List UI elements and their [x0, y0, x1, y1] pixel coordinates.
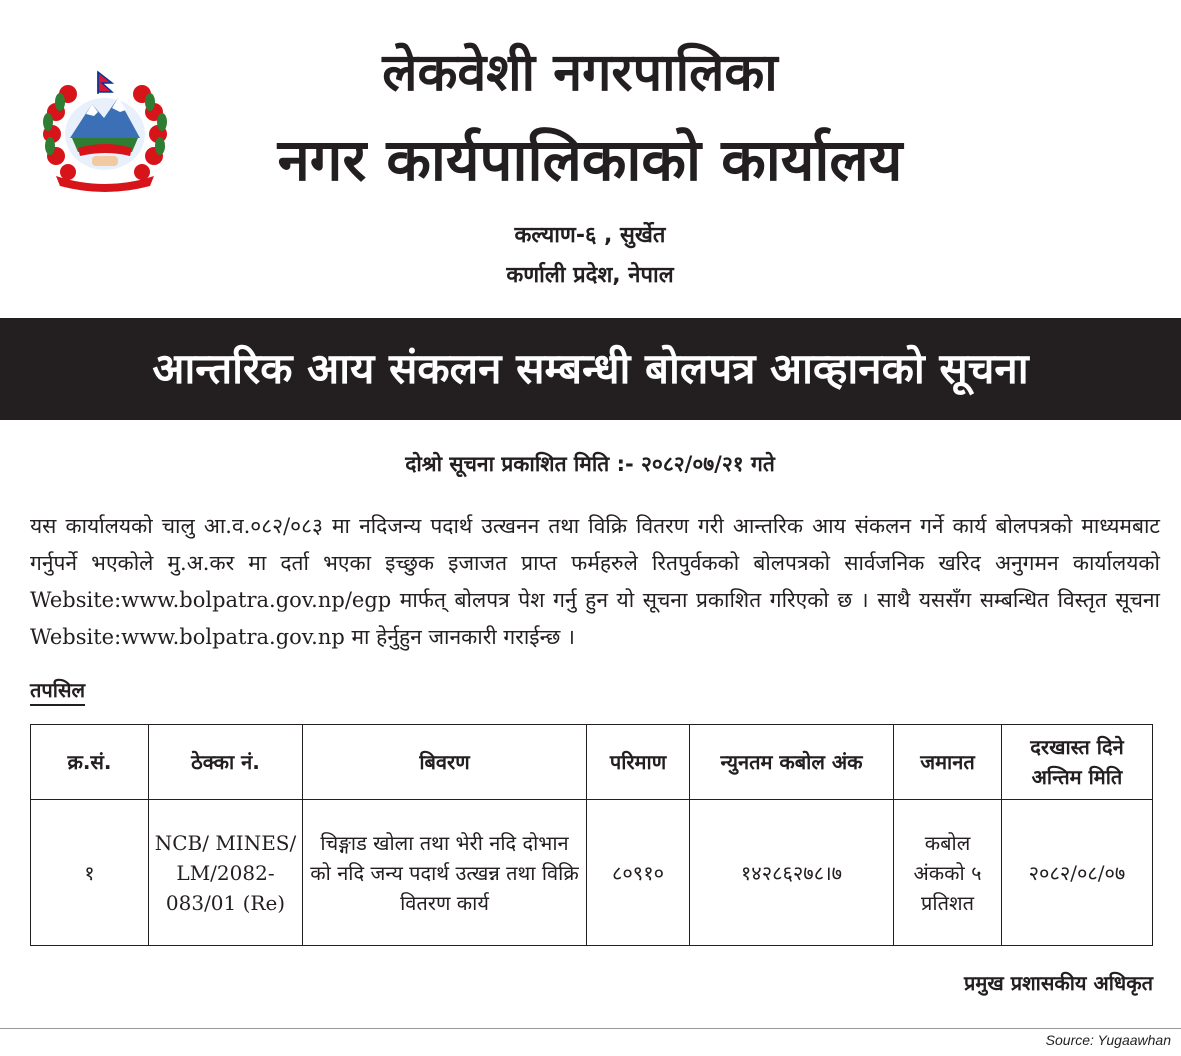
col-header-quantity: परिमाण	[587, 725, 690, 800]
cell-sn: १	[31, 800, 149, 946]
cell-quantity: ८०९१०	[587, 800, 690, 946]
address-line-1: कल्याण-६ , सुर्खेत	[514, 223, 666, 248]
col-header-min-bid: न्युनतम कबोल अंक	[690, 725, 894, 800]
municipality-name: लेकवेशी नगरपालिका	[382, 43, 778, 103]
col-header-sn: क्र.सं.	[31, 725, 149, 800]
footer-divider	[0, 1028, 1181, 1029]
address-line-2: कर्णाली प्रदेश, नेपाल	[506, 263, 674, 288]
col-header-contract-no: ठेक्का नं.	[149, 725, 303, 800]
office-name: नगर कार्यपालिकाको कार्यालय	[277, 126, 903, 194]
tender-table	[30, 724, 1153, 946]
signatory-title: प्रमुख प्रशासकीय अधिकृत	[964, 971, 1153, 995]
col-header-description: बिवरण	[303, 725, 587, 800]
publication-date: दोश्रो सूचना प्रकाशित मिति :- २०८२/०७/२१ गते	[405, 452, 775, 476]
cell-min-bid: १४२८६२७८।७	[690, 800, 894, 946]
source-credit: Source: Yugaawhan	[1045, 1032, 1171, 1048]
table-header-row	[31, 725, 1153, 800]
details-heading: तपसिल	[30, 676, 85, 706]
cell-deadline: २०८२/०८/०७	[1002, 800, 1153, 946]
notice-body: यस कार्यालयको चालु आ.व.०८२/०८३ मा नदिजन्य पदार्थ उत्खनन तथा विक्रि वितरण गरी आन्तरिक आय संकलन गर्ने कार्य बोलपत्रको माध्यमबाट गर्नुपर्ने भएकोले मु.अ.कर मा दर्ता भएका इच्छुक इजाजत प्राप्त फर्महरुले रितपुर्वकको बोलपत्रको सार्वजनिक खरिद अनुगमन कार्यालयको Website:www.bolpatra.gov.np/egp मार्फत् बोलपत्र पेश गर्नु हुन यो सूचना प्रकाशित गरिएको छ । साथै यससँग सम्बन्धित विस्तृत सूचना Website:www.bolpatra.gov.np मा हेर्नुहुन जानकारी गराईन्छ ।	[30, 514, 1160, 649]
notice-title-banner: आन्तरिक आय संकलन सम्बन्धी बोलपत्र आव्हानको सूचना	[0, 318, 1181, 420]
col-header-deadline: दरखास्त दिने अन्तिम मिति	[1002, 725, 1153, 800]
table-row	[31, 800, 1153, 946]
col-header-security: जमानत	[894, 725, 1002, 800]
cell-security: कबोल अंकको ५ प्रतिशत	[894, 800, 1002, 946]
cell-description: चिङ्गाड खोला तथा भेरी नदि दोभान को नदि जन्य पदार्थ उत्खन्न तथा विक्रि वितरण कार्य	[303, 800, 587, 946]
cell-contract-no: NCB/ MINES/ LM/2082-083/01 (Re)	[149, 800, 303, 946]
